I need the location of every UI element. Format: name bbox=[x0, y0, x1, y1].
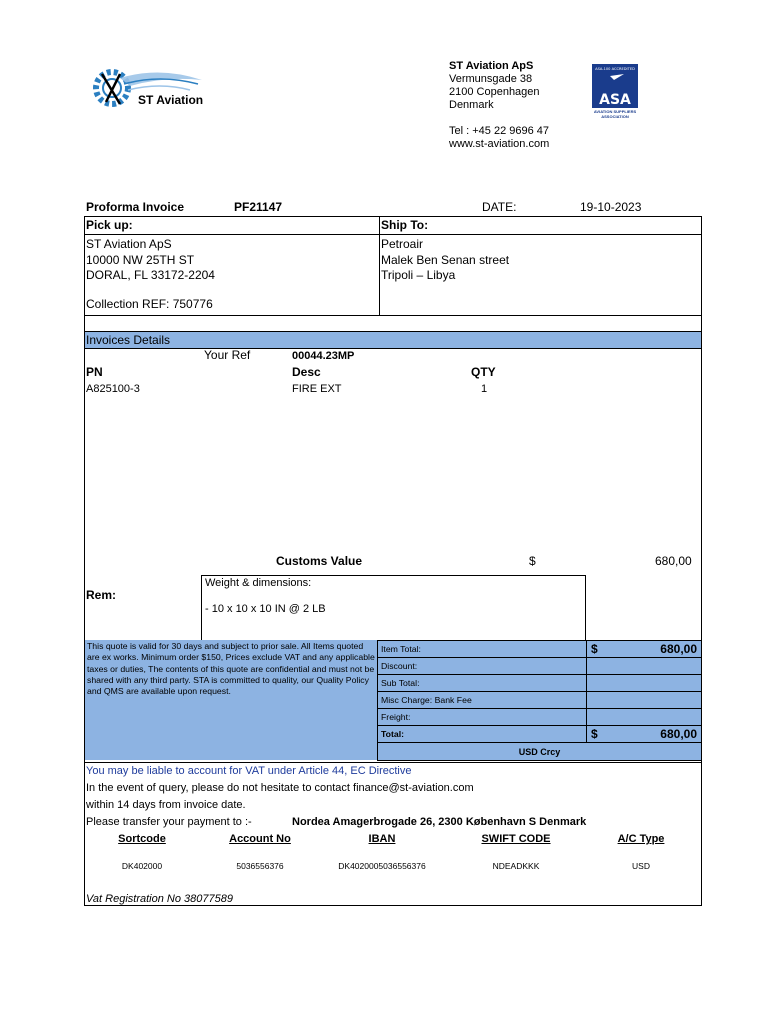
invoice-number: PF21147 bbox=[234, 200, 283, 214]
remarks-line1: Weight & dimensions: bbox=[205, 577, 312, 589]
pickup-line: DORAL, FL 33172-2204 bbox=[86, 268, 215, 282]
remarks-label: Rem: bbox=[86, 588, 117, 602]
invoice-date: 19-10-2023 bbox=[580, 200, 642, 214]
total-label bbox=[377, 725, 587, 743]
customs-label: Customs Value bbox=[276, 554, 363, 568]
collection-ref: Collection REF: 750776 bbox=[86, 296, 213, 311]
subtotal-value bbox=[586, 674, 702, 692]
swift-value: NDEADKKK bbox=[492, 861, 540, 871]
bank-col-iban bbox=[322, 833, 442, 871]
discount-label-text: Discount: bbox=[381, 661, 418, 671]
vat-note: You may be liable to account for VAT under Article 44, EC Directive bbox=[86, 765, 412, 777]
shipto-line: Malek Ben Senan street bbox=[381, 252, 510, 267]
subtotal-label-text: Sub Total: bbox=[381, 678, 420, 688]
pickup-address bbox=[86, 237, 215, 312]
company-address bbox=[449, 60, 549, 151]
currency-note-text: USD Crcy bbox=[518, 746, 561, 757]
query-note: In the event of query, please do not hesitate to contact finance@st-aviation.com bbox=[86, 782, 474, 794]
bank-name: Nordea Amagerbrogade 26, 2300 København S Denmark bbox=[292, 816, 587, 828]
col-desc: Desc bbox=[292, 365, 321, 379]
misc-charge-label-text: Misc Charge: Bank Fee bbox=[381, 695, 472, 705]
company-web: www.st-aviation.com bbox=[449, 138, 550, 150]
remarks-box bbox=[201, 575, 586, 641]
asa-logo-icon bbox=[590, 62, 640, 110]
divider bbox=[379, 217, 380, 315]
pickup-line: 10000 NW 25TH ST bbox=[86, 252, 195, 267]
customs-value: 680,00 bbox=[655, 554, 692, 568]
sortcode-header: Sortcode bbox=[118, 833, 166, 845]
total-cell bbox=[586, 725, 702, 743]
discount-value bbox=[586, 657, 702, 675]
freight-value bbox=[586, 708, 702, 726]
item-total-label-text: Item Total: bbox=[381, 644, 421, 654]
misc-charge-value bbox=[586, 691, 702, 709]
subtotal-label bbox=[377, 674, 587, 692]
details-band bbox=[85, 332, 701, 348]
col-qty: QTY bbox=[471, 365, 496, 379]
within-note: within 14 days from invoice date. bbox=[86, 799, 246, 811]
freight-label bbox=[377, 708, 587, 726]
account-header: Account No bbox=[229, 833, 291, 845]
bank-col-sortcode bbox=[102, 833, 182, 871]
st-aviation-logo-icon bbox=[90, 66, 210, 116]
bank-col-account bbox=[215, 833, 305, 871]
shipto-line: Petroair bbox=[381, 237, 424, 251]
swift-header: SWIFT CODE bbox=[481, 833, 551, 845]
actype-value: USD bbox=[632, 861, 650, 871]
total-currency: $ bbox=[591, 727, 598, 741]
company-name: ST Aviation ApS bbox=[449, 60, 534, 72]
iban-header: IBAN bbox=[368, 833, 396, 845]
remarks-line2: - 10 x 10 x 10 IN @ 2 LB bbox=[205, 603, 326, 615]
divider bbox=[85, 315, 701, 316]
line-item-desc: FIRE EXT bbox=[292, 383, 342, 395]
misc-charge-label bbox=[377, 691, 587, 709]
discount-label bbox=[377, 657, 587, 675]
divider bbox=[85, 234, 701, 235]
shipto-label: Ship To: bbox=[381, 218, 429, 232]
line-item-qty: 1 bbox=[481, 383, 488, 395]
shipto-line: Tripoli – Libya bbox=[381, 268, 456, 282]
date-label: DATE: bbox=[482, 200, 517, 214]
item-total-label bbox=[377, 640, 587, 658]
line-item-pn: A825100-3 bbox=[86, 383, 140, 395]
asa-top-text: ASA-100 ACCREDITED bbox=[595, 67, 635, 71]
customs-currency: $ bbox=[529, 554, 536, 568]
logo-text: ST Aviation bbox=[138, 93, 204, 107]
divider bbox=[85, 762, 701, 763]
sortcode-value: DK402000 bbox=[121, 861, 163, 871]
pickup-label: Pick up: bbox=[86, 218, 133, 232]
company-tel: Tel : +45 22 9696 47 bbox=[449, 125, 549, 137]
actype-header: A/C Type bbox=[617, 833, 665, 845]
company-city: 2100 Copenhagen bbox=[449, 86, 540, 98]
freight-label-text: Freight: bbox=[381, 712, 411, 722]
asa-subtext: AVIATION SUPPLIERS ASSOCIATION bbox=[593, 109, 637, 119]
total-label-text: Total: bbox=[381, 729, 404, 739]
company-street: Vermunsgade 38 bbox=[449, 73, 533, 85]
your-ref-label: Your Ref bbox=[204, 348, 251, 362]
divider bbox=[85, 348, 701, 349]
bank-col-actype bbox=[606, 833, 676, 871]
pickup-line: ST Aviation ApS bbox=[86, 237, 172, 251]
item-total-currency: $ bbox=[591, 642, 598, 656]
col-pn: PN bbox=[86, 365, 103, 379]
company-country: Denmark bbox=[449, 99, 494, 111]
st-aviation-logo bbox=[90, 66, 210, 116]
vat-registration: Vat Registration No 38077589 bbox=[86, 893, 233, 905]
your-ref-value: 00044.23MP bbox=[292, 350, 355, 362]
invoice-title: Proforma Invoice bbox=[86, 200, 185, 214]
shipto-address bbox=[381, 237, 509, 284]
asa-big-text: ASA bbox=[599, 92, 631, 108]
total-value: 680,00 bbox=[660, 727, 697, 741]
terms-text: This quote is valid for 30 days and subject to prior sale. All Items quoted are ex works. Minimum order $150, Prices exclude VAT and any applicable taxes or duties, The contents of this quote are confidential and must not be shared with any third party. STA is committed to quality, our Quality Policy and QMS are available upon request. bbox=[85, 640, 377, 760]
account-value: 5036556376 bbox=[236, 861, 284, 871]
transfer-label: Please transfer your payment to :- bbox=[86, 816, 252, 828]
currency-note bbox=[377, 742, 702, 761]
item-total-value: 680,00 bbox=[660, 642, 697, 656]
asa-logo bbox=[590, 62, 640, 118]
iban-value: DK4020005036556376 bbox=[338, 861, 426, 871]
details-title: Invoices Details bbox=[86, 333, 171, 347]
bank-col-swift bbox=[466, 833, 566, 871]
item-total-cell bbox=[586, 640, 702, 658]
